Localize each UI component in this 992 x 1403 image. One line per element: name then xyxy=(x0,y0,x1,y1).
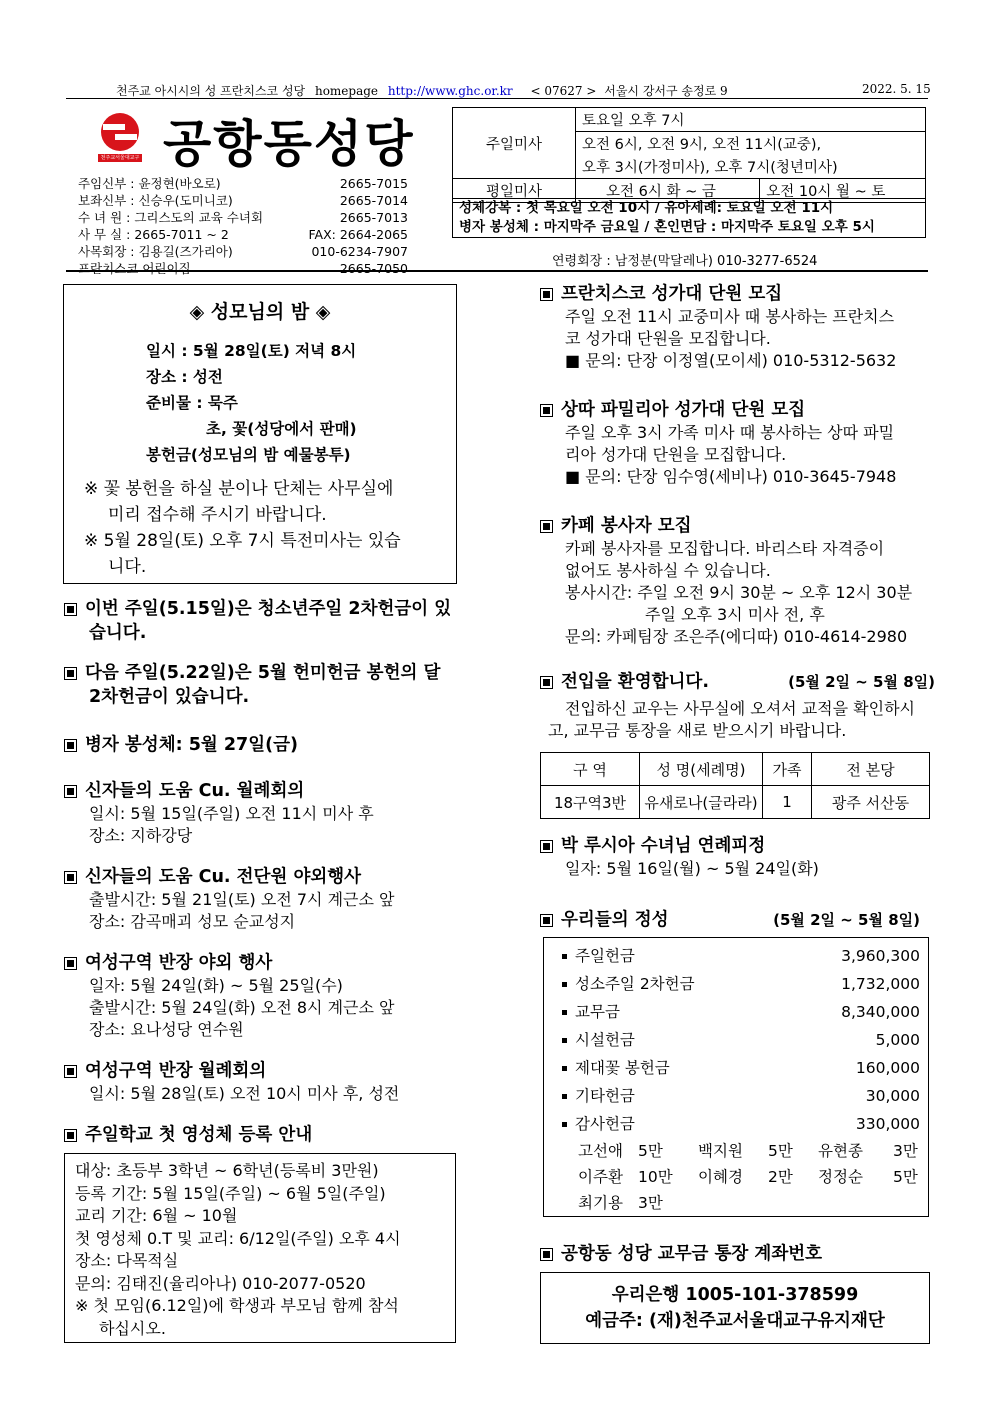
notice: 여성구역 반장 월례회의 일시: 5월 28일(토) 오전 10시 미사 후, 성전 xyxy=(64,1059,464,1123)
sunday-mass-label: 주일미사 xyxy=(453,108,576,179)
account-holder: 예금주: (재)천주교서울대교구유지재단 xyxy=(585,1311,885,1331)
weekday-mass-label: 평일미사 xyxy=(453,179,576,203)
offering-row: 제대꽃 봉헌금 160,000 xyxy=(562,1054,920,1082)
parish-name: 공항동성당 xyxy=(163,115,415,173)
sacrament-box: 성체강복 : 첫 목요일 오전 10시 / 유아세례: 토요일 오전 11시 병자 봉성체 : 마지막주 금요일 / 혼인면담 : 마지막주 토요일 오후 5시 xyxy=(452,198,926,238)
bullet-icon xyxy=(540,404,553,417)
notice: 전입을 환영합니다. (5월 2일 ~ 5월 8일) 전입하신 교우는 사무실에 오셔서 교적을 확인하시 고, 교무금 통장을 새로 받으시기 바랍니다. xyxy=(540,670,935,742)
bank-account-number: 우리은행 1005-101-378599 xyxy=(611,1285,859,1305)
staff-row: 사목회장 : 김용길(즈가리아) 010-6234-7907 xyxy=(78,244,408,259)
account-heading: 공항동 성당 교무금 통장 계좌번호 xyxy=(540,1242,822,1266)
dot-icon xyxy=(562,1038,567,1043)
weekday-mass-time: 오전 10시 월 ~ 토 xyxy=(760,179,926,203)
elder-chair: 연령회장 : 남정분(막달레나) 010-3277-6524 xyxy=(552,254,818,269)
notice: 신자들의 도움 Cu. 전단원 야외행사 출발시간: 5월 21일(토) 오전 7시 계근소 앞 장소: 감곡매괴 성모 순교성지 xyxy=(64,865,464,951)
dot-icon xyxy=(562,954,567,959)
bullet-icon xyxy=(64,667,77,680)
homepage-label: homepage xyxy=(314,84,379,98)
notice: 상따 파밀리아 성가대 단원 모집 주일 오후 3시 가족 미사 때 봉사하는 상따 파밀 리아 성가대 단원을 모집합니다. ■ 문의: 단장 임수영(세비나) 010-3645-7948 xyxy=(540,398,935,514)
sunday-mass-time: 토요일 오후 7시 xyxy=(576,108,926,132)
church-line: 천주교 아시시의 성 프란치스코 성당 xyxy=(116,84,306,98)
offering-row: 교무금 8,340,000 xyxy=(562,998,920,1026)
notice: 박 루시아 수녀님 연례피정 일자: 5월 16일(월) ~ 5월 24일(화) xyxy=(540,834,935,880)
offering-row: 시설헌금 5,000 xyxy=(562,1026,920,1054)
header-divider xyxy=(66,98,928,99)
staff-row: 수 녀 원 : 그리스도의 교육 수녀회 2665-7013 xyxy=(78,210,408,225)
bullet-icon xyxy=(540,676,553,689)
dot-icon xyxy=(562,1066,567,1071)
logo-caption: 천주교서울대교구 xyxy=(100,155,140,161)
header-bottom-rule xyxy=(66,270,928,272)
table-header-row: 구 역 성 명(세례명) 가족 전 본당 xyxy=(541,753,930,786)
offering-row: 주일헌금 3,960,300 xyxy=(562,942,920,970)
dot-icon xyxy=(562,1094,567,1099)
offering-row: 성소주일 2차헌금 1,732,000 xyxy=(562,970,920,998)
bullet-icon xyxy=(540,840,553,853)
staff-row: 사 무 실 : 2665-7011 ~ 2 FAX: 2664-2065 xyxy=(78,227,408,242)
notice: 여성구역 반장 야외 행사 일자: 5월 24일(화) ~ 5월 25일(수) 출발시간: 5월 24일(화) 오전 8시 계근소 앞 장소: 요나성당 연수원 xyxy=(64,951,464,1059)
offering-row: 기타헌금 30,000 xyxy=(562,1082,920,1110)
offerings-heading: 우리들의 정성 (5월 2일 ~ 5월 8일) xyxy=(540,908,920,932)
bullet-icon xyxy=(64,1129,77,1142)
mass-schedule-table xyxy=(452,107,926,203)
marian-night-title: ◈ 성모님의 밤 ◈ xyxy=(189,301,331,323)
notice: 카페 봉사자 모집 카페 봉사자를 모집합니다. 바리스타 자격증이 없어도 봉사하실 수 있습니다. 봉사시간: 주일 오전 9시 30분 ~ 오후 12시 30분 주일 오후 3시 미사 전, 후 문의: 카페팀장 조은주(에디따) 010-4614-2980 xyxy=(540,514,935,670)
offerings-box xyxy=(543,937,929,1217)
notice: 이번 주일(5.15일)은 청소년주일 2차헌금이 있 습니다. xyxy=(64,597,464,661)
bullet-icon xyxy=(540,520,553,533)
marian-night-box: ◈ 성모님의 밤 ◈ 일시 : 5월 28일(토) 저녁 8시 장소 : 성전 준비물 : 묵주 초, 꽃(성당에서 판매) 봉헌금(성모님의 밤 예물봉투) ※ 꽃 봉헌을 하실 분이나 단체는 사무실에 미리 접수해 주시기 바랍니다. ※ 5월 28일(토) 오후 7시 특전미사는 있습 니다. xyxy=(63,284,457,584)
sunday-mass-time: 오후 3시(가정미사), 오후 7시(청년미사) xyxy=(576,155,926,179)
bullet-icon xyxy=(540,288,553,301)
header-info-line xyxy=(62,82,728,99)
postcode: < 07627 > xyxy=(530,84,597,98)
bullet-icon xyxy=(64,957,77,970)
homepage-link[interactable]: http://www.ghc.or.kr xyxy=(387,84,513,98)
staff-list xyxy=(78,175,408,277)
table-row: 18구역3반 유새로나(글라라) 1 광주 서산동 xyxy=(541,786,930,819)
bullet-icon xyxy=(540,1248,553,1261)
notice: 병자 봉성체: 5월 27일(금) xyxy=(64,733,464,779)
notice: 다음 주일(5.22일)은 5월 헌미헌금 봉헌의 달 2차헌금이 있습니다. xyxy=(64,661,464,733)
bullet-icon xyxy=(64,871,77,884)
bulletin-date: 2022. 5. 15 xyxy=(862,82,931,96)
first-communion-box: 대상: 초등부 3학년 ~ 6학년(등록비 3만원) 등록 기간: 5월 15일(주일) ~ 6월 5일(주일) 교리 기간: 6월 ~ 10월 첫 영성체 0.T 및 교리: 6/12일(주일) 오후 4시 장소: 다목적실 문의: 김태진(율리아나) 010-2077-0520 ※ 첫 모임(6.12일)에 학생과 부모님 함께 참석 하십시오. xyxy=(64,1153,456,1343)
bank-account-box xyxy=(540,1272,930,1344)
right-column-notices xyxy=(540,282,935,742)
staff-row: 주임신부 : 윤정현(바오로) 2665-7015 xyxy=(78,176,408,191)
dot-icon xyxy=(562,1122,567,1127)
weekday-mass-time: 오전 6시 화 ~ 금 xyxy=(576,179,760,203)
notice: 프란치스코 성가대 단원 모집 주일 오전 11시 교중미사 때 봉사하는 프란치스 코 성가대 단원을 모집합니다. ■ 문의: 단장 이정열(모이세) 010-5312-5632 xyxy=(540,282,935,398)
new-parishioner-table xyxy=(540,752,930,819)
offering-row: 감사헌금 330,000 xyxy=(562,1110,920,1138)
notice: 신자들의 도움 Cu. 월례회의 일시: 5월 15일(주일) 오전 11시 미사 후 장소: 지하강당 xyxy=(64,779,464,865)
dot-icon xyxy=(562,982,567,987)
staff-row: 보좌신부 : 신승우(도미니코) 2665-7014 xyxy=(78,193,408,208)
left-column-notices: 이번 주일(5.15일)은 청소년주일 2차헌금이 있 습니다. 다음 주일(5.22일)은 5월 헌미헌금 봉헌의 달 2차헌금이 있습니다. 병자 봉성체: 5월 27일(금) 신자들의 도움 Cu. 월례회의 일시: 5월 15일(주일) 오전 11시 미사 후 장소: 지하강당 신자들의 도움 Cu. 전단원 야외행사 출발시간: 5월 21일(토) 오전 7시 계근소 앞 장소: 감곡매괴 성모 순교성지 여성구역 반장 야외 행사 일자: 5월 24일(화) ~ 5월 25일(수) 출발시간: 5월 24일(화) 오전 8시 계근소 앞 장소: 요나성당 연수원 여성구역 반장 월례회의 일시: 5월 28일(토) 오전 10시 미사 후, 성전 주일학교 첫 영성체 등록 안내 xyxy=(64,597,464,1147)
bullet-icon xyxy=(64,785,77,798)
dot-icon xyxy=(562,1010,567,1015)
sunday-mass-time: 오전 6시, 오전 9시, 오전 11시(교중), xyxy=(576,132,926,156)
address: 서울시 강서구 송정로 9 xyxy=(604,84,728,98)
staff-row: 프란치스코 어린이집 2665-7050 xyxy=(78,261,408,276)
bullet-icon xyxy=(64,739,77,752)
bullet-icon xyxy=(64,603,77,616)
bullet-icon xyxy=(540,914,553,927)
bullet-icon xyxy=(64,1065,77,1078)
donor-list: 고선애 5만 백지원 5만 유현종 3만 이주환 10만 이혜경 2만 정정순 5만 최기용 3만 xyxy=(578,1142,918,1212)
